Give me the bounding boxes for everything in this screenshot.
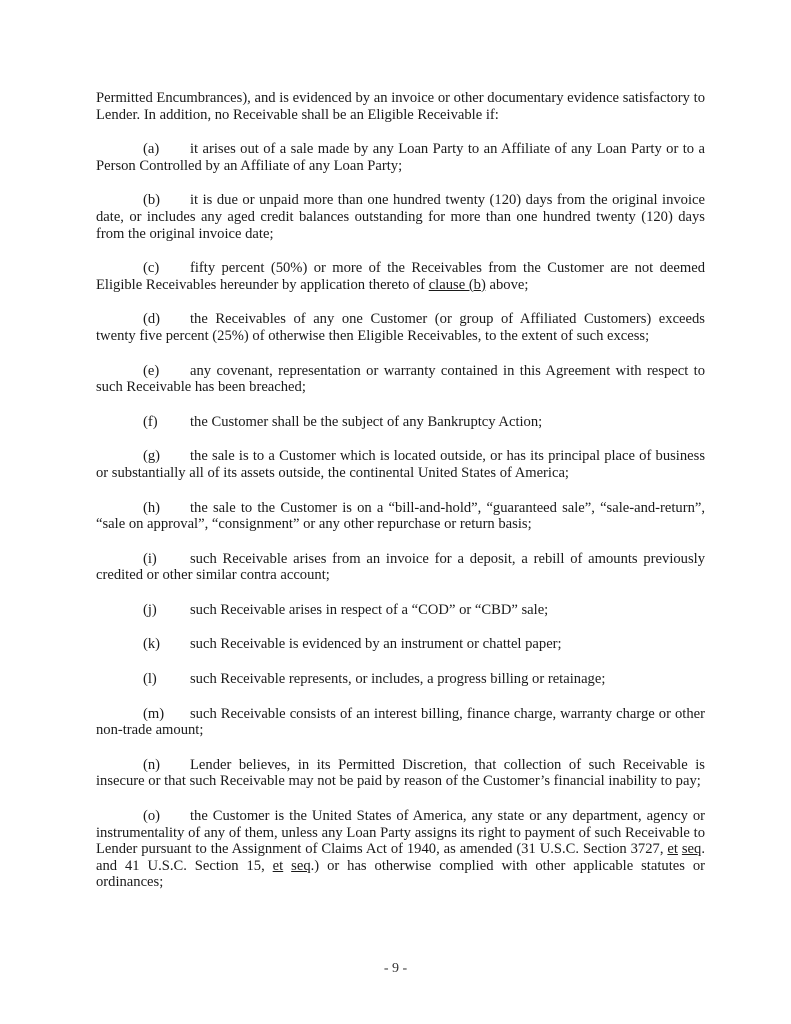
- intro-paragraph: Permitted Encumbrances), and is evidenced by an invoice or other documentary evidence satisfactory to Lender. In addition, no Receivable shall be an Eligible Receivable if:: [96, 90, 705, 123]
- clause-label: (e): [143, 362, 160, 379]
- clause-text-middle: . and 41 U.S.C. Section 15,: [96, 841, 705, 874]
- page-number: - 9 -: [383, 961, 408, 976]
- clause-m: [96, 706, 705, 739]
- clause-label: (l): [143, 671, 157, 688]
- clause-text: such Receivable is evidenced by an instrument or chattel paper;: [190, 636, 562, 653]
- clause-text: the sale to the Customer is on a “bill-and-hold”, “guaranteed sale”, “sale-and-return”, “sale on approval”, “consignment” or any other repurchase or return basis;: [96, 499, 705, 533]
- clause-text: such Receivable arises in respect of a “COD” or “CBD” sale;: [190, 601, 549, 618]
- clause-label: (f): [143, 413, 158, 430]
- clause-label: (n): [143, 756, 161, 773]
- et-abbrev: et: [667, 841, 678, 858]
- clause-label: (h): [143, 499, 161, 516]
- clause-f: [96, 414, 705, 431]
- seq-abbrev: seq: [291, 857, 311, 874]
- seq-abbrev: seq: [681, 841, 702, 858]
- document-page-body: [96, 90, 705, 909]
- clause-label: (o): [143, 808, 161, 825]
- clause-text: it is due or unpaid more than one hundred twenty (120) days from the original invoice date, or includes any aged credit balances outstanding for more than one hundred twenty (120) days from the original invoice date;: [96, 192, 705, 242]
- clause-label: (a): [143, 141, 160, 158]
- clause-label: (c): [143, 260, 160, 277]
- clause-text: such Receivable represents, or includes, a progress billing or retainage;: [190, 671, 606, 688]
- clause-text: the Customer shall be the subject of any Bankruptcy Action;: [190, 413, 543, 430]
- clause-label: (j): [143, 601, 157, 618]
- clause-h: [96, 500, 705, 533]
- clause-label: (b): [143, 192, 161, 209]
- clause-c: [96, 260, 705, 293]
- clause-a: [96, 141, 705, 174]
- clause-text: Lender believes, in its Permitted Discretion, that collection of such Receivable is insecure or that such Receivable may not be paid by reason of the Customer’s financial inability to pay;: [96, 756, 705, 790]
- clause-text: it arises out of a sale made by any Loan Party to an Affiliate of any Loan Party or to a Person Controlled by an Affiliate of any Loan Party;: [96, 141, 705, 174]
- clause-j: [96, 602, 705, 619]
- clause-text: the Customer is the United States of America, any state or any department, agency or instrumentality of any of them, unless any Loan Party assigns its right to payment of such Receivable to Lender pursuant to the Assignment of Claims Act of 1940, as amended (31 U.S.C. Section 3727,: [96, 808, 705, 858]
- clause-d: [96, 311, 705, 344]
- clause-o: [96, 808, 705, 891]
- clause-text: such Receivable consists of an interest billing, finance charge, warranty charge or other non-trade amount;: [96, 705, 705, 739]
- clause-text: the Receivables of any one Customer (or group of Affiliated Customers) exceeds twenty five percent (25%) of otherwise then Eligible Receivables, to the extent of such excess;: [96, 311, 705, 344]
- clause-cross-reference-link[interactable]: clause (b): [428, 276, 486, 293]
- clause-text: any covenant, representation or warranty contained in this Agreement with respect to such Receivable has been breached;: [96, 362, 705, 396]
- clause-text: the sale is to a Customer which is located outside, or has its principal place of business or substantially all of its assets outside, the continental United States of America;: [96, 448, 705, 481]
- clause-text-after: above;: [485, 276, 529, 293]
- clause-g: [96, 448, 705, 481]
- clause-label: (i): [143, 550, 157, 567]
- clause-e: [96, 363, 705, 396]
- clause-label: (d): [143, 311, 161, 328]
- et-abbrev: et: [272, 857, 284, 874]
- clause-label: (g): [143, 448, 161, 465]
- clause-text: fifty percent (50%) or more of the Receivables from the Customer are not deemed Eligible Receivables hereunder by application thereto of: [96, 260, 705, 293]
- clause-l: [96, 671, 705, 688]
- clause-label: (k): [143, 636, 161, 653]
- clause-i: [96, 551, 705, 584]
- clause-label: (m): [143, 705, 165, 722]
- clause-text: such Receivable arises from an invoice for a deposit, a rebill of amounts previously credited or other similar contra account;: [96, 550, 705, 584]
- clause-n: [96, 757, 705, 790]
- clause-text-end: .) or has otherwise complied with other applicable statutes or ordinances;: [96, 857, 705, 891]
- clause-k: [96, 636, 705, 653]
- clause-b: [96, 192, 705, 242]
